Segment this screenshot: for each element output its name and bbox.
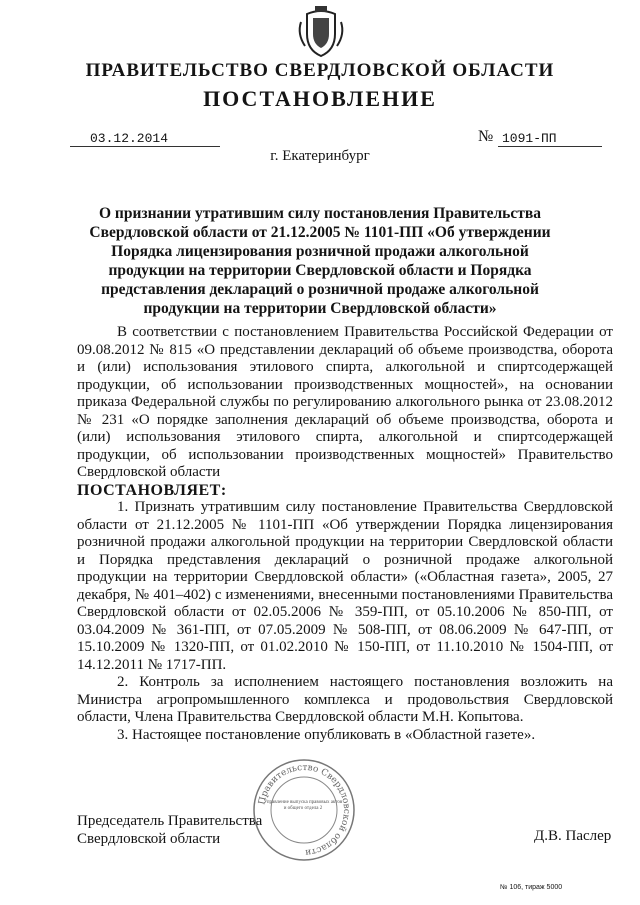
document-body: [77, 324, 613, 744]
government-header: ПРАВИТЕЛЬСТВО СВЕРДЛОВСКОЙ ОБЛАСТИ: [85, 60, 555, 81]
document-date: 03.12.2014: [70, 131, 220, 147]
city-line: г. Екатеринбург: [270, 148, 370, 164]
signatory-position: [77, 812, 262, 848]
coat-of-arms-emblem: [293, 4, 349, 60]
decree-item-2: 2. Контроль за исполнением настоящего постановления возложить на Министра агропромышленного комплекса и продовольствия Свердловской области, Члена Правительства Свердловской области М.Н. Копытова.: [77, 674, 613, 725]
signatory-position-line-2: Свердловской области: [77, 831, 221, 847]
document-title: О признании утратившим силу постановления Правительства Свердловской области от 21.12.2005 № 1101-ПП «Об утверждении Порядка лицензирования розничной продажи алкогольной продукции на территории Свердловской области и Порядка представления деклараций о розничной продаже алкогольной продукции на территории Свердловской области»: [89, 205, 551, 317]
signatory-name: Д.В. Паслер: [534, 828, 612, 844]
decree-item-3: 3. Настоящее постановление опубликовать в «Областной газете».: [117, 726, 536, 743]
signatory-position-line-1: Председатель Правительства: [77, 813, 263, 829]
document-number: 1091-ПП: [498, 131, 602, 147]
decree-word: ПОСТАНОВЛЯЕТ:: [77, 481, 227, 499]
number-label: №: [478, 128, 494, 145]
svg-text:Правительство Свердловской обл: Правительство Свердловской области: [257, 762, 352, 858]
stamp-inner-text: Управление выпуска правовых актов и общего отдела 2: [263, 800, 343, 811]
document-type-heading: ПОСТАНОВЛЕНИЕ: [203, 86, 437, 111]
decree-item-1: 1. Признать утратившим силу постановление Правительства Свердловской области от 21.12.2005 № 1101-ПП «Об утверждении Порядка лицензирования розничной продажи алкогольной продукции на территории Свердловской области и Порядка представления деклараций о розничной продаже алкогольной продукции на территории Свердловской области» («Областная газета», 2005, 27 декабря, № 401–402) с изменениями, внесенными постановлениями Правительства Свердловской области от 02.05.2006 № 359-ПП, от 05.10.2006 № 850-ПП, от 03.04.2009 № 361-ПП, от 07.05.2009 № 508-ПП, от 08.06.2009 № 647-ПП, от 15.10.2009 № 1320-ПП, от 01.02.2010 № 150-ПП, от 11.10.2010 № 1504-ПП, от 14.12.2011 № 1717-ПП.: [77, 499, 613, 673]
print-run-footnote: № 106, тираж 5000: [500, 884, 563, 891]
preamble-paragraph: В соответствии с постановлением Правительства Российской Федерации от 09.08.2012 № 815 «О представлении деклараций об объеме производства, оборота и (или) использования этилового спирта, алкогольной и спиртсодержащей продукции, об использовании производственных мощностей», на основании приказа Федеральной службы по регулированию алкогольного рынка от 23.08.2012 № 231 «О порядке заполнения деклараций об объеме производства, оборота и (или) использования этилового спирта, алкогольной и спиртсодержащей продукции, об использовании производственных мощностей» Правительство Свердловской области: [77, 324, 613, 480]
